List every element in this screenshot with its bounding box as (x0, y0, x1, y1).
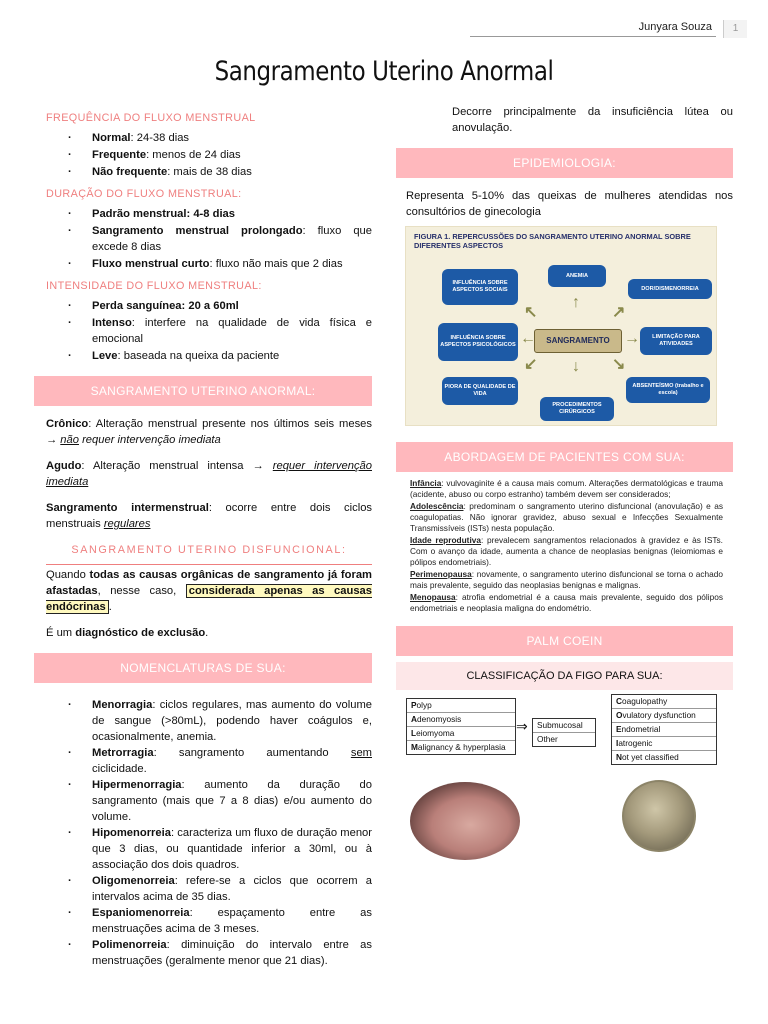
palm-box (406, 698, 516, 755)
palm-coein-diagram (396, 698, 733, 772)
list-item: · Normal: 24-38 dias (46, 130, 372, 146)
coein-item: Ovulatory dysfunction (612, 709, 716, 723)
leiomyoma-subtypes-box (532, 718, 596, 747)
palm-item: Polyp (407, 699, 515, 713)
freq-heading: FREQUÊNCIA DO FLUXO MENSTRUAL (46, 112, 256, 124)
coein-box (611, 694, 717, 765)
coein-item: Coagulopathy (612, 695, 716, 709)
duration-heading: DURAÇÃO DO FLUXO MENSTRUAL: (46, 188, 242, 200)
right-column (396, 104, 733, 858)
list-item: · Espaniomenorreia: espaçamento entre as menstruações acima de 3 meses. (46, 905, 372, 937)
abordagem-item: Idade reprodutiva: prevalecem sangramentos relacionados à gravidez e às ISTs. Com o avanço da idade, aumenta a chance de neoplasias benignas (leiomiomas e pólipos endometriais). (410, 535, 723, 567)
arrow-upright-icon: ↗ (612, 304, 626, 321)
arrow-upleft-icon: ↖ (524, 304, 538, 321)
list-item: · Sangramento menstrual prolongado: fluxo que excede 8 dias (46, 223, 372, 255)
repercussions-figure (405, 226, 717, 426)
figo-classification-title: CLASSIFICAÇÃO DA FIGO PARA SUA: (396, 662, 733, 690)
intensity-heading: INTENSIDADE DO FLUXO MENSTRUAL: (46, 280, 262, 292)
list-item: · Perda sanguínea: 20 a 60ml (46, 298, 372, 314)
list-item: · Intenso: interfere na qualidade de vida física e emocional (46, 315, 372, 347)
list-item: · Hipomenorreia: caracteriza um fluxo de duração menor que 3 dias, ou quantidade inferior a 30ml, ou à associação dos dois quadros. (46, 825, 372, 873)
palm-item: Leiomyoma (407, 727, 515, 741)
abordagem-banner: ABORDAGEM DE PACIENTES COM SUA: (396, 442, 733, 472)
disfuncional-paragraph: Quando todas as causas orgânicas de sangramento já foram afastadas, nesse caso, considerada apenas as causas endócrinas . (46, 564, 372, 615)
figure-title: FIGURA 1. REPERCUSSÕES DO SANGRAMENTO UTERINO ANORMAL SOBRE DIFERENTES ASPECTOS (414, 232, 691, 250)
epidemiology-banner: EPIDEMIOLOGIA: (396, 148, 733, 178)
list-item: · Padrão menstrual: 4-8 dias (46, 206, 372, 222)
figure-box-psico: INFLUÊNCIA SOBRE ASPECTOS PSICOLÓGICOS (438, 323, 518, 361)
palm-item: Malignancy & hyperplasia (411, 742, 506, 752)
disfuncional-heading: SANGRAMENTO UTERINO DISFUNCIONAL: (71, 544, 347, 556)
figure-center: SANGRAMENTO (534, 329, 622, 353)
abordagem-item: Perimenopausa: novamente, o sangramento uterino disfuncional se torna o achado mais prevalente, seguido das neoplasias benignas e malignas. (410, 569, 723, 590)
left-column (46, 104, 372, 969)
abordagem-item: Infância: vulvovaginite é a causa mais comum. Alterações dermatológicas e trauma (acidente, abuso ou corpo estranho) também devem ser considerados; (410, 478, 723, 499)
duration-list (46, 206, 372, 272)
list-item: · Hipermenorragia: aumento da duração do sangramento (mais que 7 a 8 dias) e/ou aumento do volume. (46, 777, 372, 825)
freq-list (46, 130, 372, 180)
arrow-downleft-icon: ↙ (524, 356, 538, 373)
intro-paragraph: Decorre principalmente da insuficiência lútea ou anovulação. (452, 106, 733, 134)
epidemiology-text: Representa 5-10% das queixas de mulheres atendidas nos consultórios de ginecologia (406, 190, 733, 218)
list-item: · Não frequente: mais de 38 dias (46, 164, 372, 180)
figure-box-abs: ABSENTEÍSMO (trabalho e escola) (626, 377, 710, 403)
list-item: · Fluxo menstrual curto: fluxo não mais que 2 dias (46, 256, 372, 272)
list-item: · Polimenorreia: diminuição do intervalo entre as menstruações (geralmente menor que 21 dias). (46, 937, 372, 969)
coein-item: Not yet classified (616, 752, 679, 762)
coein-item: Endometrial (612, 723, 716, 737)
highlighted-text: considerada apenas as causas endócrinas (46, 585, 372, 613)
figure-box-anemia: ANEMIA (548, 265, 606, 287)
figure-box-social: INFLUÊNCIA SOBRE ASPECTOS SOCIAIS (442, 269, 518, 305)
agudo-paragraph: Agudo: Alteração menstrual intensa → requer intervenção imediata (46, 460, 372, 488)
abordagem-item: Menopausa: atrofia endometrial é a causa mais prevalente, seguido dos pólipos endometriais e neoplasia maligna do endométrio. (410, 592, 723, 613)
coin-image (622, 780, 696, 852)
abordagem-text (410, 478, 723, 614)
list-item: · Menorragia: ciclos regulares, mas aumento do volume de sangue (>80mL), podendo haver coágulos e, ocasionalmente, anemia. (46, 697, 372, 745)
list-item: · Oligomenorreia: refere-se a ciclos que ocorrem a intervalos acima de 35 dias. (46, 873, 372, 905)
subtype-item: Submucosal (533, 719, 595, 733)
author-name: Junyara Souza (638, 21, 712, 33)
nomenclatures-banner: NOMENCLATURAS DE SUA: (34, 653, 372, 683)
document-title: Sangramento Uterino Anormal (214, 56, 554, 87)
list-item: · Frequente: menos de 24 dias (46, 147, 372, 163)
arrow-downright-icon: ↘ (612, 356, 626, 373)
sua-banner: SANGRAMENTO UTERINO ANORMAL: (34, 376, 372, 406)
intensity-list (46, 298, 372, 364)
arrow-right-icon: → (624, 330, 640, 347)
cronico-paragraph: Crônico: Alteração menstrual presente nos últimos seis meses → não requer intervenção imediata (46, 418, 372, 446)
palm-coein-banner: PALM COEIN (396, 626, 733, 656)
abordagem-item: Adolescência: predominam o sangramento uterino disfuncional (anovulação) e as coagulopatias. Não ignorar gravidez, abuso sexual e Infecções Sexualmente Transmissíveis (ISTs) nesta população. (410, 501, 723, 533)
arrow-left-icon: ← (520, 330, 536, 347)
palm-coein-photos (396, 778, 733, 858)
list-item: · Leve: baseada na queixa da paciente (46, 348, 372, 364)
figure-box-piora: PIORA DE QUALIDADE DE VIDA (442, 377, 518, 405)
list-item: · Metrorragia: sangramento aumentando sem ciclicidade. (46, 745, 372, 777)
figure-box-limit: LIMITAÇÃO PARA ATIVIDADES (640, 327, 712, 355)
nomenclatures-list (46, 697, 372, 969)
arrow-right-icon: ⇒ (516, 718, 528, 734)
figure-box-proc: PROCEDIMENTOS CIRÚRGICOS (540, 397, 614, 421)
arrow-up-icon: ↑ (572, 294, 580, 311)
exclusion-paragraph: É um diagnóstico de exclusão. (46, 627, 209, 639)
header-rule (470, 36, 716, 37)
page-number: 1 (723, 20, 747, 38)
hand-palm-image (410, 782, 520, 860)
figure-box-dor: DOR/DISMENORREIA (628, 279, 712, 299)
palm-item: Adenomyosis (407, 713, 515, 727)
intermenstrual-paragraph: Sangramento intermenstrual: ocorre entre dois ciclos menstruais regulares (46, 502, 373, 530)
subtype-item: Other (537, 734, 558, 744)
arrow-down-icon: ↓ (572, 358, 580, 375)
coein-item: Iatrogenic (612, 737, 716, 751)
